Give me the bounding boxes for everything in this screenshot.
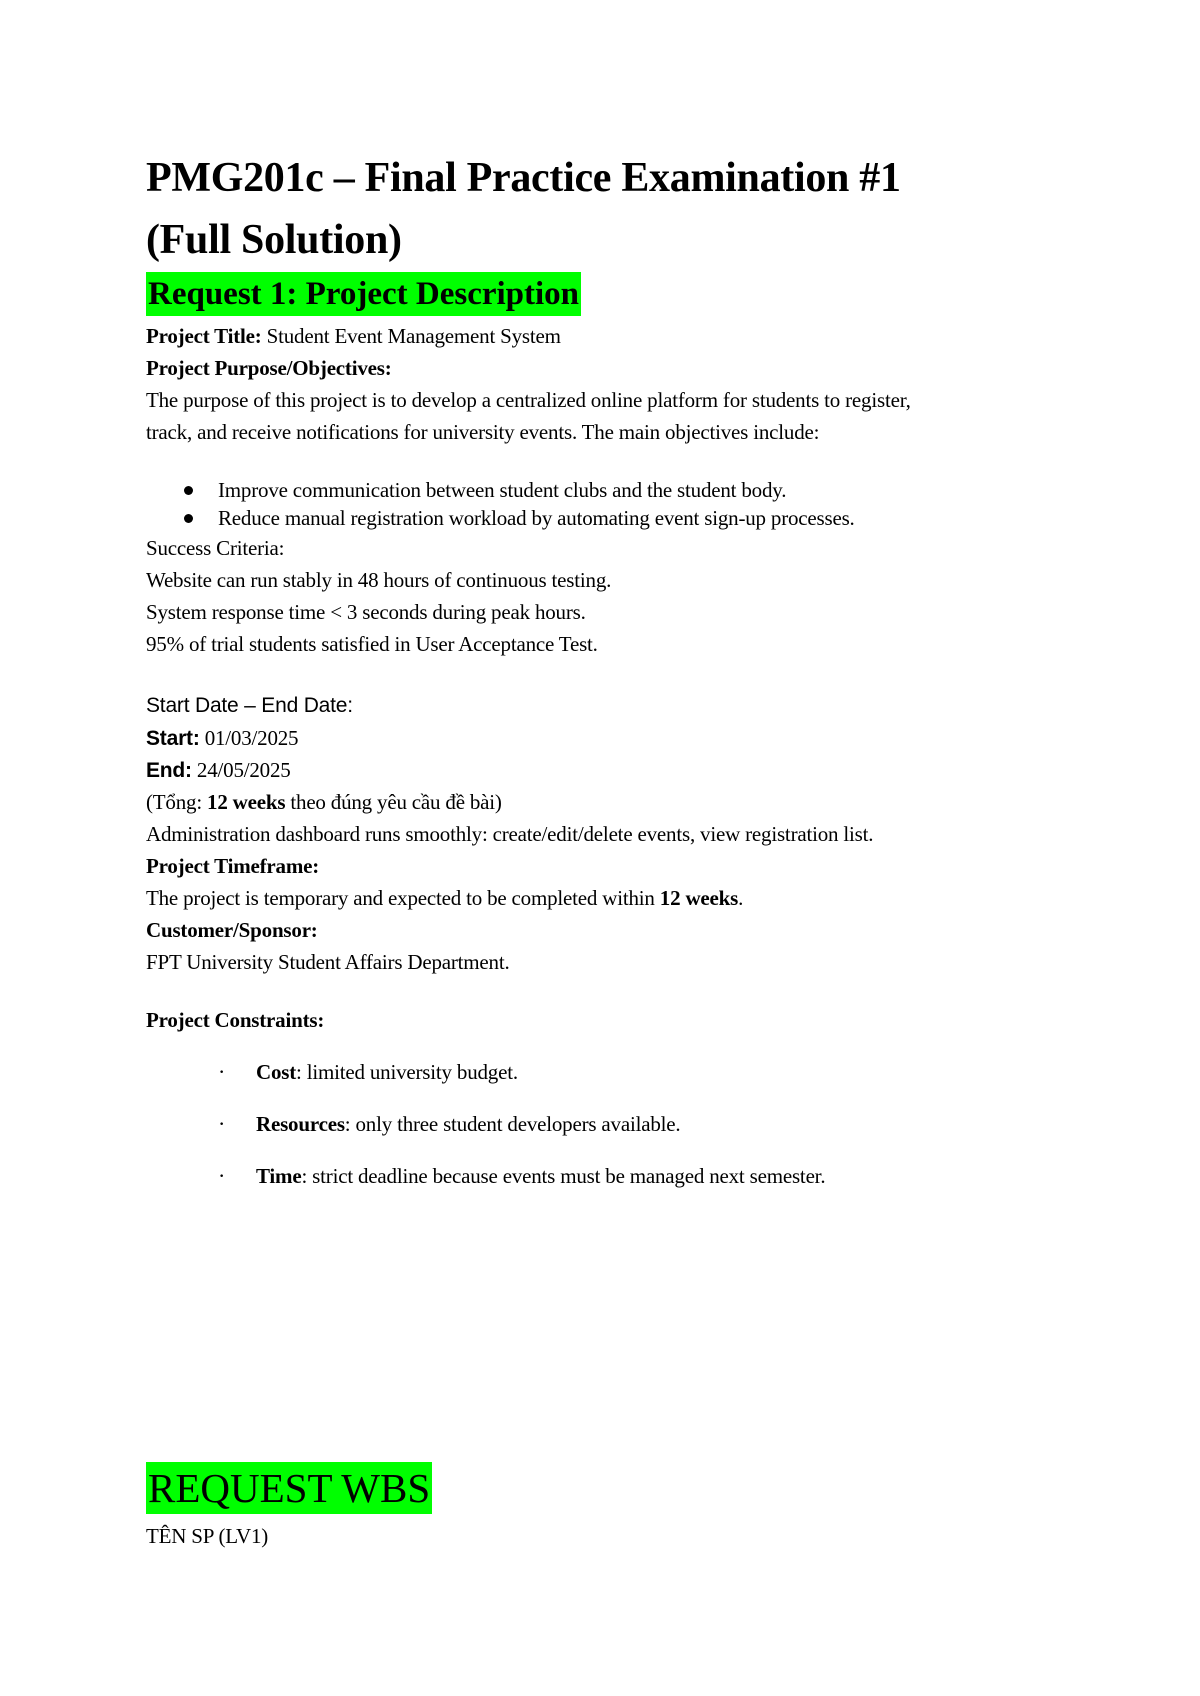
total-prefix: (Tổng:: [146, 790, 208, 814]
start-label: Start:: [146, 727, 200, 750]
timeframe-label: Project Timeframe:: [146, 854, 320, 878]
constraint-text: : limited university budget.: [296, 1060, 518, 1084]
total-weeks: 12 weeks: [207, 790, 286, 814]
purpose-text-line-2: track, and receive notifications for university events. The main objectives include:: [146, 420, 820, 444]
bullet-middot-icon: ·: [218, 1111, 226, 1136]
bullet-dot-icon: [184, 514, 193, 523]
success-item-3: 95% of trial students satisfied in User Acceptance Test.: [146, 632, 598, 656]
purpose-label: Project Purpose/Objectives:: [146, 356, 392, 380]
success-item-1: Website can run stably in 48 hours of continuous testing.: [146, 568, 612, 592]
start-value: 01/03/2025: [199, 726, 299, 750]
constraint-item-resources: [256, 1108, 680, 1140]
success-criteria-label: Success Criteria:: [146, 536, 285, 560]
total-duration-note: [146, 786, 502, 818]
project-title-row: [146, 320, 561, 352]
objective-item-1: Improve communication between student clubs and the student body.: [218, 478, 787, 502]
document-title-line-1: PMG201c – Final Practice Examination #1: [146, 155, 901, 201]
dates-label: Start Date – End Date:: [146, 694, 353, 717]
constraint-item-time: [256, 1160, 825, 1192]
project-title-value: Student Event Management System: [261, 324, 561, 348]
bullet-middot-icon: ·: [218, 1059, 226, 1084]
constraint-text: : only three student developers available.: [344, 1112, 681, 1136]
constraint-item-cost: [256, 1056, 518, 1088]
end-date-row: [146, 754, 291, 787]
project-title-label: Project Title:: [146, 324, 262, 348]
total-suffix: theo đúng yêu cầu đề bài): [285, 790, 502, 814]
objective-item-2: Reduce manual registration workload by automating event sign-up processes.: [218, 506, 855, 530]
request-wbs-heading: REQUEST WBS: [146, 1462, 432, 1514]
constraint-label: Time: [256, 1164, 302, 1188]
end-value: 24/05/2025: [191, 758, 291, 782]
request-1-heading: Request 1: Project Description: [146, 272, 581, 316]
timeframe-suffix: .: [738, 886, 744, 910]
bullet-middot-icon: ·: [218, 1163, 226, 1188]
timeframe-prefix: The project is temporary and expected to be completed within: [146, 886, 660, 910]
admin-dashboard-text: Administration dashboard runs smoothly: create/edit/delete events, view registration list.: [146, 822, 874, 846]
sponsor-value: FPT University Student Affairs Department.: [146, 950, 510, 974]
bullet-dot-icon: [184, 486, 193, 495]
constraint-text: : strict deadline because events must be managed next semester.: [301, 1164, 826, 1188]
start-date-row: [146, 722, 298, 755]
timeframe-weeks: 12 weeks: [659, 886, 739, 910]
timeframe-text: [146, 882, 743, 914]
wbs-product-name: TÊN SP (LV1): [146, 1524, 269, 1548]
success-item-2: System response time < 3 seconds during peak hours.: [146, 600, 586, 624]
constraint-label: Resources: [256, 1112, 345, 1136]
constraints-label: Project Constraints:: [146, 1008, 325, 1032]
constraint-label: Cost: [256, 1060, 297, 1084]
sponsor-label: Customer/Sponsor:: [146, 918, 318, 942]
purpose-text-line-1: The purpose of this project is to develop a centralized online platform for students to register,: [146, 388, 911, 412]
document-title-line-2: (Full Solution): [146, 217, 402, 263]
end-label: End:: [146, 759, 192, 782]
